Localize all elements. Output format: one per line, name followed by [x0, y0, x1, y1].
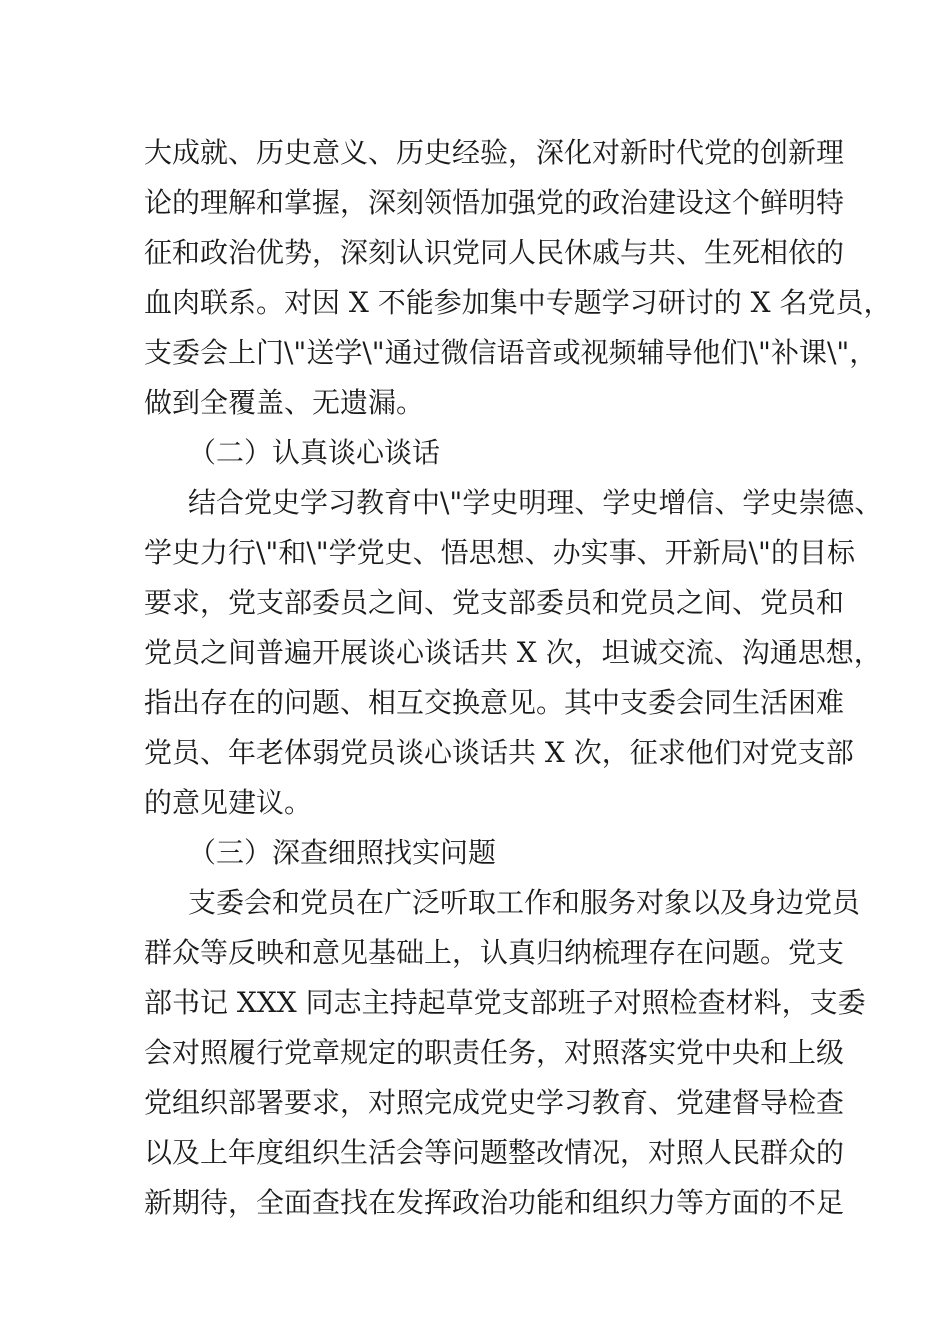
paragraph-line: 支委会上门\"送学\"通过微信语音或视频辅导他们\"补课\"， [144, 336, 878, 369]
paragraph-line: 以及上年度组织生活会等问题整改情况，对照人民群众的 [144, 1136, 845, 1169]
paragraph-line: 结合党史学习教育中\"学史明理、学史增信、学史崇德、 [188, 486, 883, 519]
paragraph-line: 党员、年老体弱党员谈心谈话共 X 次，征求他们对党支部 [144, 736, 854, 769]
paragraph-line: 要求，党支部委员之间、党支部委员和党员之间、党员和 [144, 586, 845, 619]
paragraph-line: 会对照履行党章规定的职责任务，对照落实党中央和上级 [144, 1036, 845, 1069]
paragraph-line: 做到全覆盖、无遗漏。 [144, 386, 425, 419]
paragraph-line: 支委会和党员在广泛听取工作和服务对象以及身边党员 [188, 886, 861, 919]
paragraph-line: 的意见建议。 [144, 786, 313, 819]
section-heading: （二）认真谈心谈话 [188, 436, 441, 469]
paragraph-line: 新期待，全面查找在发挥政治功能和组织力等方面的不足 [144, 1186, 845, 1219]
paragraph-line: 群众等反映和意见基础上，认真归纳梳理存在问题。党支 [144, 936, 845, 969]
paragraph-line: 部书记 XXX 同志主持起草党支部班子对照检查材料，支委 [144, 986, 866, 1019]
paragraph-line: 大成就、历史意义、历史经验，深化对新时代党的创新理 [144, 136, 845, 169]
section-heading: （三）深查细照找实问题 [188, 836, 497, 869]
paragraph-line: 党组织部署要求，对照完成党史学习教育、党建督导检查 [144, 1086, 845, 1119]
paragraph-line: 血肉联系。对因 X 不能参加集中专题学习研讨的 X 名党员， [144, 286, 892, 319]
paragraph-line: 指出存在的问题、相互交换意见。其中支委会同生活困难 [144, 686, 845, 719]
paragraph-line: 党员之间普遍开展谈心谈话共 X 次，坦诚交流、沟通思想， [144, 636, 882, 669]
paragraph-line: 学史力行\"和\"学党史、悟思想、办实事、开新局\"的目标 [144, 536, 855, 569]
paragraph-line: 征和政治优势，深刻认识党同人民休戚与共、生死相依的 [144, 236, 845, 269]
paragraph-line: 论的理解和掌握，深刻领悟加强党的政治建设这个鲜明特 [144, 186, 845, 219]
